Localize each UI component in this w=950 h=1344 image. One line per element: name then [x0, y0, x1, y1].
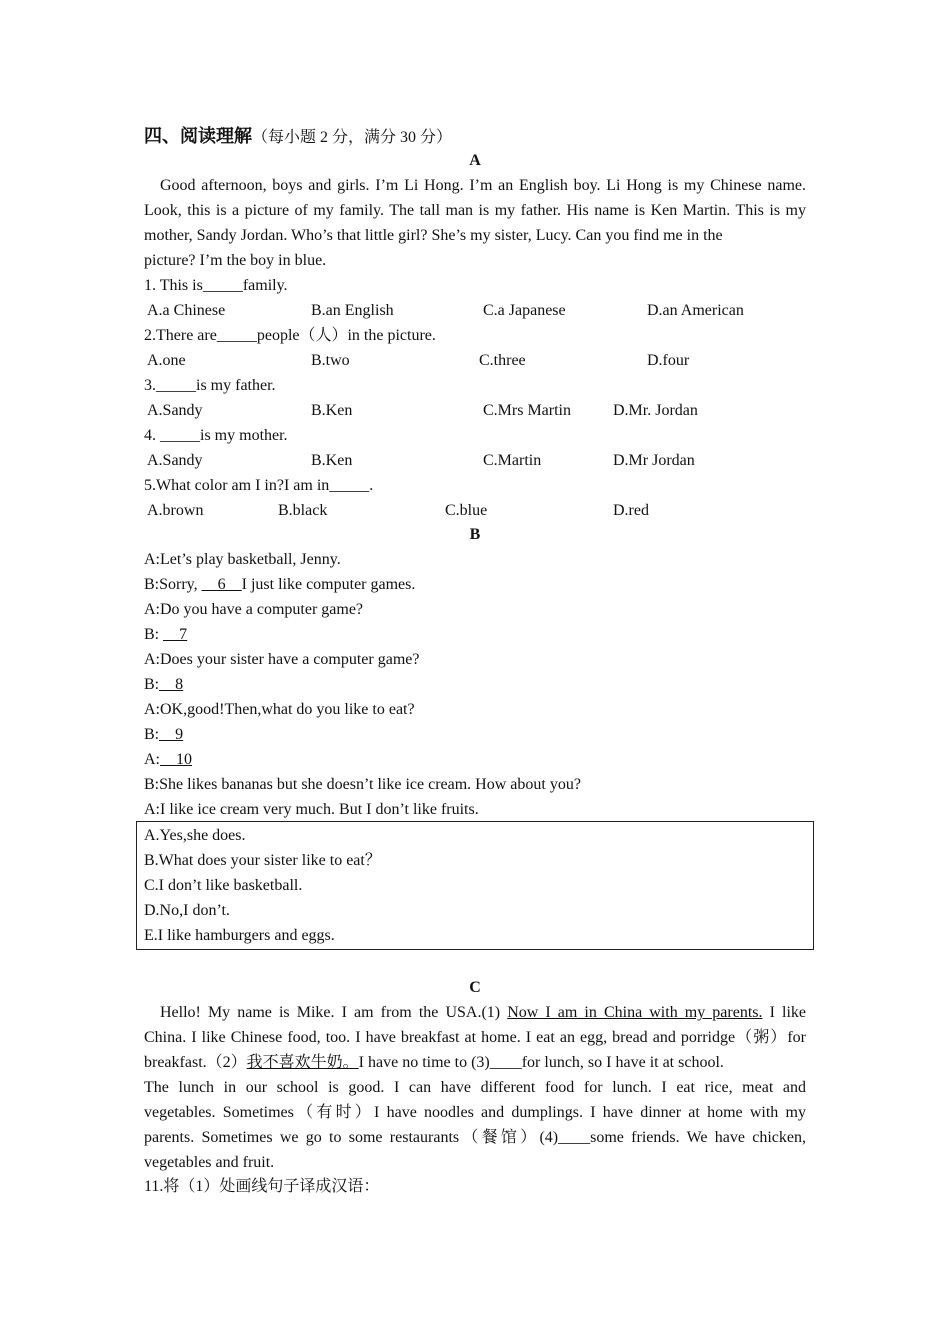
text: A:Let’s play basketball, Jenny.: [144, 551, 341, 568]
question-options: [144, 450, 806, 472]
dialogue-line: [144, 799, 806, 821]
option: B.black: [278, 502, 328, 519]
dialogue-line: [144, 599, 806, 621]
dialogue-line: [144, 699, 806, 721]
option: A.brown: [147, 502, 204, 519]
option: A.Sandy: [147, 452, 203, 469]
choice-item: E.I like hamburgers and eggs.: [144, 927, 335, 944]
question-stem: 2.There are_____people（人）in the picture.: [144, 327, 436, 344]
option: D.Mr Jordan: [613, 452, 695, 469]
passage-c-line: parents. Sometimes we go to some restaurants（餐馆）(4)____some friends. We have chicken,: [144, 1129, 806, 1146]
option: B.two: [311, 352, 350, 369]
blank: __8: [159, 676, 184, 693]
choice-item: B.What does your sister like to eat？: [144, 852, 381, 869]
passage-b-heading: B: [469, 526, 481, 543]
passage-c-line: [144, 1052, 806, 1074]
question-11: 11.将（1）处画线句子译成汉语：: [144, 1178, 380, 1195]
option: D.Mr. Jordan: [613, 402, 698, 419]
text: B:Sorry,: [144, 576, 202, 593]
passage-c-line: The lunch in our school is good. I can have different food for lunch. I eat rice, meat and: [144, 1079, 806, 1096]
option: C.Mrs Martin: [483, 402, 571, 419]
passage-c-line: vegetables and fruit.: [144, 1154, 275, 1171]
text: B:: [144, 676, 160, 693]
question-stem: 3._____is my father.: [144, 377, 276, 394]
question-options: [144, 400, 806, 422]
option: C.three: [479, 352, 526, 369]
blank: __7: [163, 626, 188, 643]
blank: __9: [159, 726, 184, 743]
choice-item: C.I don’t like basketball.: [144, 877, 303, 894]
section-title-main: 四、阅读理解: [144, 126, 252, 147]
question-stem: 1. This is_____family.: [144, 277, 288, 294]
passage-a-heading: A: [469, 152, 481, 169]
option: D.four: [647, 352, 690, 369]
passage-c-line: vegetables. Sometimes（有时）I have noodles and dumplings. I have dinner at home with my: [144, 1104, 806, 1121]
text: A:Does your sister have a computer game?: [144, 651, 420, 668]
passage-a-line: Look, this is a picture of my family. The tall man is my father. His name is Ken Martin. This is my: [144, 202, 806, 219]
underlined-sentence-1: Now I am in China with my parents.: [507, 1004, 763, 1021]
choice-item: A.Yes,she does.: [144, 827, 246, 844]
text: Hello! My name is Mike. I am from the USA.(1): [160, 1004, 508, 1021]
section-title: [144, 126, 806, 148]
question-options: [144, 300, 806, 322]
option: C.a Japanese: [483, 302, 566, 319]
dialogue-line: [144, 749, 806, 771]
text: B:: [144, 726, 160, 743]
passage-a-line: Good afternoon, boys and girls. I’m Li Hong. I’m an English boy. Li Hong is my Chinese name.: [160, 177, 806, 194]
question-stem: 4. _____is my mother.: [144, 427, 288, 444]
dialogue-line: [144, 574, 806, 596]
option: D.red: [613, 502, 649, 519]
dialogue-line: [144, 624, 806, 646]
option: B.an English: [311, 302, 394, 319]
text: B:: [144, 626, 164, 643]
option: B.Ken: [311, 402, 353, 419]
text: A:Do you have a computer game?: [144, 601, 364, 618]
text: B:She likes bananas but she doesn’t like ice cream. How about you?: [144, 776, 581, 793]
option: C.Martin: [483, 452, 542, 469]
passage-c-line: [144, 1002, 806, 1024]
dialogue-line: [144, 724, 806, 746]
text: I like: [762, 1004, 806, 1021]
section-title-note: （每小题 2 分，满分 30 分）: [252, 129, 453, 146]
text: breakfast.（2）: [144, 1054, 247, 1071]
option: D.an American: [647, 302, 744, 319]
option: A.a Chinese: [147, 302, 226, 319]
text: I just like computer games.: [241, 576, 416, 593]
text: A:OK,good!Then,what do you like to eat?: [144, 701, 415, 718]
option: A.Sandy: [147, 402, 203, 419]
option: B.Ken: [311, 452, 353, 469]
text: A:I like ice cream very much. But I don’t like fruits.: [144, 801, 479, 818]
question-options: [144, 350, 806, 372]
dialogue-line: [144, 549, 806, 571]
dialogue-line: [144, 774, 806, 796]
passage-a-line: mother, Sandy Jordan. Who’s that little girl? She’s my sister, Lucy. Can you find me in the: [144, 227, 723, 244]
option: C.blue: [445, 502, 488, 519]
blank: __10: [160, 751, 192, 768]
question-stem: 5.What color am I in?I am in_____.: [144, 477, 374, 494]
dialogue-line: [144, 674, 806, 696]
passage-c-heading: C: [469, 979, 481, 996]
passage-a-line: picture? I’m the boy in blue.: [144, 252, 327, 269]
dialogue-line: [144, 649, 806, 671]
text: A:: [144, 751, 160, 768]
question-options: [144, 500, 806, 522]
underlined-sentence-2: 我不喜欢牛奶。: [246, 1054, 359, 1071]
text: I have no time to (3)____for lunch, so I have it at school.: [358, 1054, 724, 1071]
choice-item: D.No,I don’t.: [144, 902, 230, 919]
passage-c-line: China. I like Chinese food, too. I have breakfast at home. I eat an egg, bread and porridge（粥）for: [144, 1029, 806, 1046]
option: A.one: [147, 352, 186, 369]
blank: __6__: [201, 576, 242, 593]
